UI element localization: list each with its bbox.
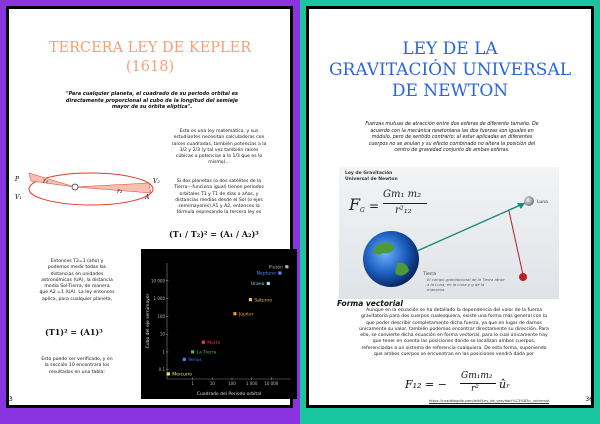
text-line: Ley de Gravitación <box>345 171 393 176</box>
data-point <box>191 350 194 353</box>
vector-unit: ûᵣ <box>499 378 510 391</box>
title-line: DE NEWTON <box>391 81 509 101</box>
text-line: Universal de Newton <box>345 176 398 182</box>
vector-lhs: F₁₂ = − <box>405 378 447 391</box>
text-line: gravitatoria para dos cuerpos cualesquiera, existe una forma más general con la <box>361 314 547 320</box>
text-line: media Sol-Tierra, de manera <box>44 284 110 290</box>
caption-line: manzana <box>427 287 445 292</box>
text-line: cuerpos no se anulan y su efecto combinado no altera la posición del <box>368 141 536 147</box>
text-line: semimayores) A1 y A2, entonces la <box>178 204 260 210</box>
formula-kepler: (T₁ / T₂)² = (A₁ / A₂)³ <box>169 229 259 239</box>
y-tick-label: 10 <box>159 331 165 337</box>
sun-icon <box>72 184 78 190</box>
data-point <box>167 372 170 375</box>
data-point-label: Neptuno <box>256 271 276 277</box>
kepler-quote <box>57 91 247 111</box>
text-line: mismo)... <box>208 160 230 166</box>
text-line: Fuerzas mutuas de atracción entre dos esferas de diferente tamaño. De <box>365 122 539 127</box>
para-ley <box>159 129 279 167</box>
source-link[interactable]: https://cuadblogdia.com/wiki/Ley_de_gravitaci%C3%B3n_universal <box>429 399 550 403</box>
text-line: Aunque en la ecuación se ha detallado la dependencia del valor de la fuerza <box>365 308 543 313</box>
text-line: que poder describir completamente dicha fuerza, ya que en lugar de darnos <box>366 320 542 326</box>
text-line: referenciadas a un sistema de referencia cualquiera. De esta forma, suponiendo <box>361 345 547 351</box>
vector-numerator: Gm₁m₂ <box>461 371 493 381</box>
swept-area-2 <box>75 183 151 193</box>
formula-eq: = <box>369 199 380 213</box>
x-tick-label: 10 000 <box>264 381 279 386</box>
text-line: aplica, para cualquier planeta, <box>41 296 113 302</box>
text-line: Si dos planetas (o dos satélites de la <box>176 179 262 184</box>
chart-svg <box>141 249 297 399</box>
label-v2: V₂ <box>153 178 160 185</box>
moon-icon <box>524 196 534 206</box>
y-tick-label: 100 <box>157 313 165 319</box>
title-line: GRAVITACIÓN UNIVERSAL <box>328 60 572 80</box>
data-point <box>285 265 288 268</box>
data-point <box>202 341 205 344</box>
text-line: distancias en unidades <box>50 271 104 277</box>
formula-simple: (T1)² = (A1)³ <box>45 327 103 337</box>
formula-sub: G <box>360 207 365 214</box>
earth-label: Tierra <box>423 272 437 277</box>
vector-heading: Forma vectorial <box>337 299 403 308</box>
text-line: acuerdo con la mecánica newtoniana las dos fuerzas son iguales en <box>370 128 534 134</box>
para-planetas <box>159 179 279 217</box>
title-year: (1618) <box>125 59 175 75</box>
text-line: resultados en una tabla: <box>49 369 105 375</box>
quote-line: "Para cualquier planeta, el cuadrado de su periodo orbital es <box>65 91 238 97</box>
data-point <box>233 312 236 315</box>
apple-force-line <box>509 211 523 275</box>
right-page <box>306 6 594 408</box>
caption-line: El campo gravitacional de la Tierra atrae <box>427 277 505 282</box>
y-tick-label: 1 000 <box>153 296 165 302</box>
left-title <box>19 39 281 77</box>
label-r2: r₂ <box>117 188 123 195</box>
caption-line: a la Luna, en la Luna y g de la <box>427 282 485 287</box>
x-tick-label: 100 <box>228 381 236 386</box>
apple-icon <box>519 273 527 281</box>
y-tick-label: 1 <box>162 349 165 355</box>
y-tick-label: 10 000 <box>151 278 165 284</box>
kepler-chart <box>141 249 297 399</box>
text-line: Tierra---funciona igual) tienen períodos <box>174 185 264 191</box>
force-arrow <box>417 203 525 251</box>
text-line: Esto puede ser verificado, y en <box>41 357 113 362</box>
para-verificado <box>17 357 137 376</box>
orbit-diagram <box>13 159 163 219</box>
label-p: P <box>15 176 20 183</box>
text-line: ello, se convierte dicha ecuación en forma vectorial, para lo cual únicamente hay <box>360 333 548 339</box>
y-tick-label: 0.1 <box>158 367 165 373</box>
vector-text <box>339 308 569 358</box>
data-point <box>267 282 270 285</box>
para-entonces <box>17 259 137 303</box>
text-line: distancias medias desde el Sol (o ejes <box>175 197 263 203</box>
label-a: A <box>145 194 150 201</box>
formula-numerator: Gm₁ m₂ <box>383 189 422 200</box>
x-tick-label: 1 <box>191 381 194 386</box>
text-line: orbitales T1 y T1 de días o años, y <box>179 191 259 197</box>
earth-icon <box>363 231 419 287</box>
data-point-label: Marte <box>207 340 221 346</box>
text-line: únicamente su valor, también podemos encontrar directamente su dirección. Para <box>359 326 549 332</box>
title-line: LEY DE LA <box>402 39 498 59</box>
quote-line: mayor de su órbita elíptica". <box>111 104 193 111</box>
title-line: TERCERA LEY DE KEPLER <box>48 40 252 56</box>
quote-line: directamente proporcional al cubo de la longitud del semieje <box>65 97 239 104</box>
vector-formula <box>405 371 535 401</box>
left-page <box>6 6 293 408</box>
text-line: la sección 10 encontrará los <box>44 363 110 369</box>
data-point-label: Saturno <box>254 298 273 304</box>
data-point-label: Plutón <box>268 265 283 271</box>
text-line: que ambos cuerpos se encuentran en las posiciones vendrá dada por <box>373 352 534 358</box>
x-tick-label: 10 <box>209 381 215 386</box>
swept-area-1 <box>29 173 75 187</box>
data-point-label: Urano <box>250 282 265 288</box>
y-axis-label: Cubo del eje semimayor <box>146 293 151 349</box>
text-line: que tener en cuenta las posiciones donde se localizan ambos cuerpos, <box>372 339 536 345</box>
text-line: que A2 =1 (UA). La ley entonces <box>39 290 115 296</box>
data-point-label: Júpiter <box>238 312 254 318</box>
text-line: Esta es una ley matemática, y sus <box>179 129 259 134</box>
data-point <box>249 298 252 301</box>
newton-intro <box>339 122 565 155</box>
moon-label: Luna <box>537 200 548 205</box>
text-line: 3/2 y 2/3 (y tal vez también raíces <box>179 147 259 153</box>
page-number-left: 33 <box>5 396 13 403</box>
label-v1: V₁ <box>15 194 22 201</box>
vector-denominator: r² <box>471 384 479 394</box>
page-number-right: 36 <box>585 396 593 403</box>
text-line: podemos medir todas las <box>47 265 107 271</box>
formula-denominator: r²₁₂ <box>395 205 412 216</box>
text-line: módulo, pero de sentido contrario: al estar aplicadas en diferentes <box>371 135 533 140</box>
data-point-label: Venus <box>188 357 202 363</box>
text-line: astronómicas (UA), la distancia <box>41 277 113 283</box>
text-line: fórmula expresando la tercera ley es <box>176 210 262 216</box>
text-line: raíces cuadradas, también potencias a la <box>171 141 267 147</box>
right-title <box>317 39 583 102</box>
data-point <box>278 271 281 274</box>
x-tick-label: 1 000 <box>245 381 258 386</box>
data-point-label: Mercurio <box>172 372 192 378</box>
data-point <box>183 358 186 361</box>
data-point-label: La Tierra <box>196 350 217 356</box>
formula-f: F <box>349 195 361 214</box>
x-axis-label: Cuadrado del Periodo orbital <box>196 392 262 397</box>
gravitation-figure <box>339 167 559 299</box>
figure-drawing <box>339 167 559 299</box>
text-line: cúbicas o potencias a la 1/3 que es lo <box>175 154 263 160</box>
text-line: centro de gravedad conjunto de ambas esferas. <box>394 148 510 153</box>
label-r1: r₁ <box>43 178 49 185</box>
text-line: Entonces T2=1 (año) y <box>50 259 104 264</box>
text-line: estudiantes necesitan calculadoras con <box>173 135 265 141</box>
